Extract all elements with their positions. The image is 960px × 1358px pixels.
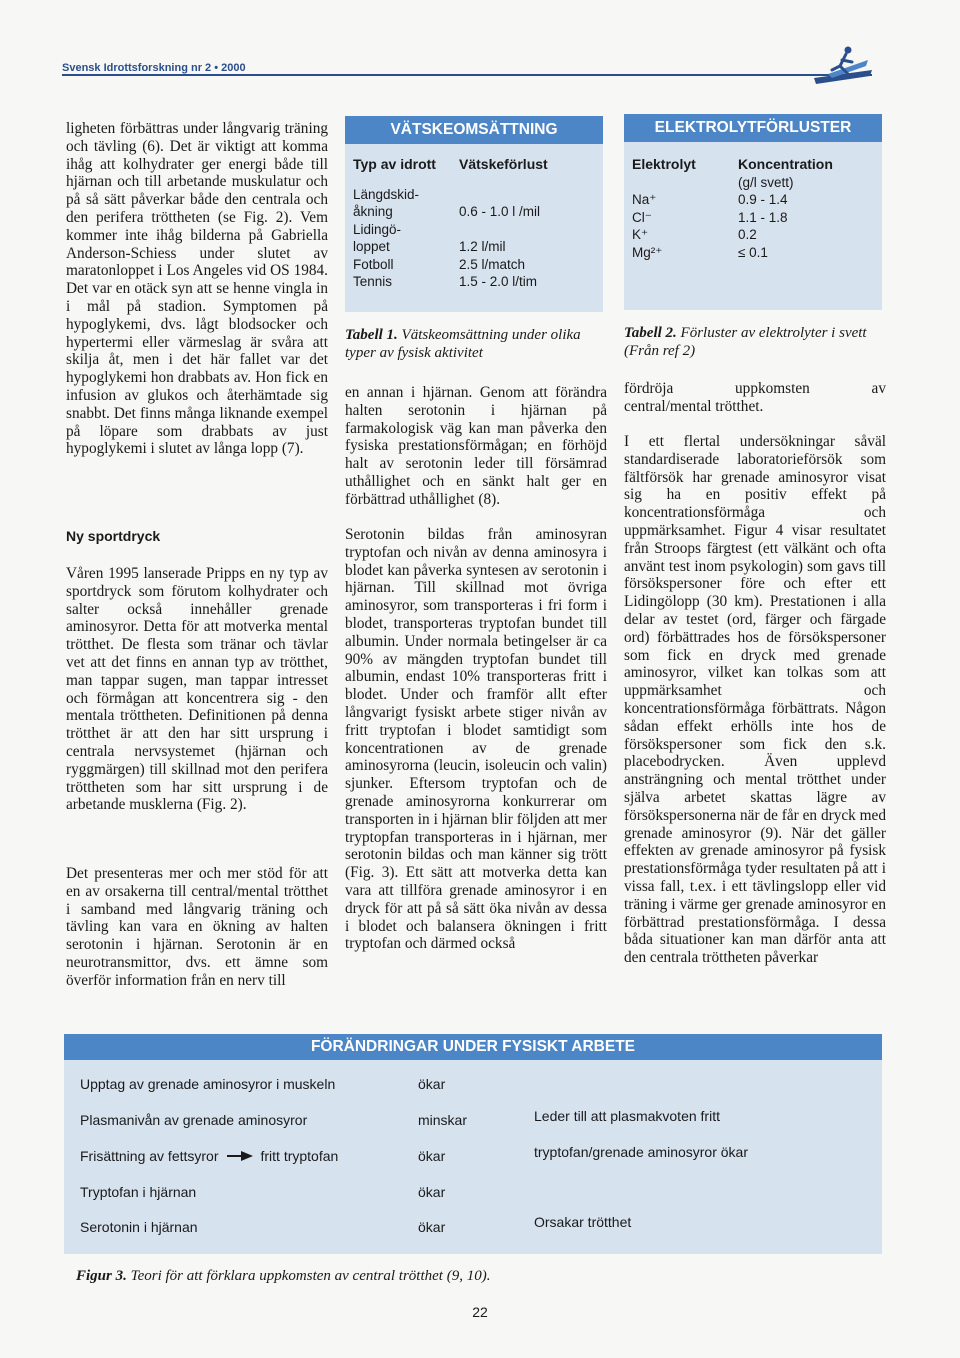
sport-cell: Tennis (353, 274, 393, 289)
figure3-item-part: fritt tryptofan (260, 1148, 339, 1164)
table2-col-header: Koncentration (738, 156, 833, 172)
runner-logo-icon (808, 40, 878, 90)
table-row (353, 273, 598, 291)
table-row (353, 238, 598, 256)
table-row (632, 244, 877, 262)
figure3-box (64, 1034, 882, 1254)
table-row (353, 256, 598, 274)
col1-paragraph-3: Det presenteras mer och mer stöd för att en av orsakerna till central/mental trötthet i samband med långvarig träning och tävling kan vara en ökning av halten serotonin i hjärnan. Serotonin är en neurotransmittor, dvs. ett ämne som överför information från en nerv till (66, 865, 328, 989)
figure3-caption-text: Teori för att förklara uppkomsten av central trötthet (9, 10). (126, 1268, 491, 1284)
arrow-right-icon (227, 1151, 253, 1161)
figure3-change: ökar (418, 1076, 446, 1092)
table2-header-row (632, 156, 877, 174)
table1-col-header: Vätskeförlust (459, 156, 548, 172)
figure3-item: Plasmanivån av grenade aminosyror (80, 1112, 308, 1128)
col3-paragraph-2: I ett flertal undersökningar såväl standardiserade laboratorieförsök som fältförsök har grenade aminosyror visat sig ha en positiv effekt på koncentrationsförmåga och uppmärksamhet. Figur 4 visar resultatet från Stroops färgtest (ett välkänt och ofta använt test inom psykologin) som gavs till försökspersoner före och efter ett Lidingölopp (30 km). Prestationen i alla delar av testet (ord, färger och färgade ord) förbättrades hos de försökspersoner som fick en dryck med grenade aminosyror, vilket kan tolkas som att uppmärksamhet och koncentrationsförmåga förbättrats. Någon sådan effekt erhölls inte hos de försökspersoner som fick den s.k. placebodrycken. Även upplevd ansträngning och mental trötthet under själva arbetet skattas lägre av försökspersonerna när de får en dryck med grenade aminosyror (9). När det gäller effekten av grenade aminosyror på fysisk prestationsförmåga tyder resultaten på att i vissa fall, t.ex. i ett tävlingslopp eller vid träning i värme ger grenade aminosyror en förbättrad prestationsförmåga. I dessa båda situationer kan man därför anta att den centrala tröttheten påverkar (624, 433, 886, 967)
table1-caption-text: Vätskeomsättning under olika typer av fysisk aktivitet (345, 327, 581, 361)
sport-cell: åkning (353, 204, 393, 219)
sport-cell: Lidingö- (353, 221, 402, 237)
figure3-item (80, 1148, 338, 1164)
figure3-title: FÖRÄNDRINGAR UNDER FYSISKT ARBETE (64, 1034, 882, 1060)
figure3-item-part: Frisättning av fettsyror (80, 1148, 219, 1164)
figure3-change: ökar (418, 1148, 446, 1164)
concentration-cell: 0.9 - 1.4 (738, 192, 788, 207)
col2-paragraph-1: en annan i hjärnan. Genom att förändra halten serotonin i hjärnan på farmakologisk väg kan man påverka den fysiska prestationsförmågan; en förhöjd halt av serotonin leder till försämrad uthållighet och en sänkt halt ger en förbättrad uthållighet (8). (345, 384, 607, 508)
col2-paragraph-2: Serotonin bildas från aminosyran tryptofan och nivån av denna aminosyra i blodet kan påverka syntesen av serotonin i hjärnan. Till skillnad mot övriga aminosyror, som transporteras i fri form i blodet, transporteras tryptofan bundet till albumin. Under normala betingelser är ca 90% av mängden tryptofan bundet till albumin, endast 10% transporteras fritt i blodet. Under och framför allt efter långvarigt fysiskt arbete stiger nivån av fritt tryptofan i blodet samtidigt som koncentrationen av de grenade aminosyrorna (leucin, isoleucin och valin) sjunker. Eftersom tryptofan och de grenade aminosyrorna konkurrerar om transporten in i hjärnan blir följden att mer tryptopfan transporteras in i hjärnan, mer serotonin bildas och man känner sig trött (Fig. 3). Ett sätt att motverka detta kan vara att tillföra grenade aminosyror i en dryck för att på så sätt öka nivån av dessa i blodet och balansera ökningen i fritt tryptofan och därmed också (345, 526, 607, 953)
figure3-effect: tryptofan/grenade aminosyror ökar (534, 1144, 748, 1160)
electrolyte-cell: Na⁺ (632, 192, 657, 207)
table-row (632, 191, 877, 209)
sport-cell: Fotboll (353, 256, 394, 272)
col3-word: uppkomsten (735, 380, 810, 397)
col3-paragraph-1 (624, 380, 886, 416)
figure3-change: minskar (418, 1112, 468, 1128)
figure3-effect: Leder till att plasmakvoten fritt (534, 1108, 720, 1124)
electrolyte-cell: Mg²⁺ (632, 244, 663, 260)
figure3-change: ökar (418, 1219, 446, 1235)
section-heading-ny-sportdryck: Ny sportdryck (66, 528, 161, 544)
electrolyte-cell: Cl⁻ (632, 209, 652, 225)
loss-cell: 2.5 l/match (459, 256, 526, 272)
header-rule (62, 74, 872, 76)
table2-caption-text: Förluster av elektrolyter i svett (Från ref 2) (624, 325, 867, 359)
table1-header-row (353, 156, 598, 174)
table2-col-header: Elektrolyt (632, 156, 696, 172)
table1-title: VÄTSKEOMSÄTTNING (345, 116, 603, 144)
col1-paragraph-2: Våren 1995 lanserade Pripps en ny typ av sportdryck som förutom kolhydrater och salter också innehåller grenade aminosyror. Detta för att motverka mental trötthet. De flesta som tränar och tävlar vet att det finns en annan typ av trötthet, man tappar sugen, man tappar intresset och förmågan att koncentrera sig - den mentala tröttheten. Definitionen på denna trötthet är att den har sitt ursprung i centrala nervsystemet (hjärnan och ryggmärgen) till skillnad mot den perifera tröttheten som har sitt ursprung i de arbetande musklerna (Fig. 2). (66, 565, 328, 814)
concentration-cell: ≤ 0.1 (738, 244, 768, 260)
figure3-item: Upptag av grenade aminosyror i muskeln (80, 1076, 336, 1092)
table2-caption (624, 324, 886, 360)
figure3-effect: Orsakar trötthet (534, 1214, 632, 1230)
concentration-cell: 1.1 - 1.8 (738, 209, 788, 225)
sport-cell: Längdskid- (353, 186, 420, 202)
table1-col-header: Typ av idrott (353, 156, 436, 172)
col3-line: central/mental trötthet. (624, 397, 764, 415)
table2-caption-label: Tabell 2. (624, 325, 677, 341)
col1-paragraph-1: ligheten förbättras under långvarig träning och tävling (6). Det är viktigt att komma ihåg att kolhydrater ger energi både till hjärnan och till arbetande muskulatur och på så sätt påverkar både den centrala och den perifera tröttheten (se Fig. 2). Vem kommer inte ihåg bilderna på Gabriella Anderson-Schiess under slutet av maratonloppet i Los Angeles vid OS 1984. Det var en otäck syn att se henne vingla in i mål på stadion. Symptomen på hypoglykemi, dvs. lågt blodsocker och hypertermi eller värmeslag är svåra att skilja åt, men i det här fallet var det hypoglykemi hon drabbats av. Hon fick en infusion av glukos och återhämtade sig snabbt. Det finns många liknande exempel på löpare som drabbats av just hypoglykemi i slutet av långa lopp (7). (66, 120, 328, 458)
loss-cell: 0.6 - 1.0 l /mil (459, 204, 541, 219)
concentration-cell: 0.2 (738, 227, 757, 242)
table-row (353, 221, 598, 239)
table1-caption (345, 326, 607, 362)
journal-header: Svensk Idrottsforskning nr 2 • 2000 (62, 62, 246, 74)
table-row (353, 203, 598, 221)
figure3-caption-label: Figur 3. (76, 1268, 127, 1284)
table1-caption-label: Tabell 1. (345, 327, 398, 343)
col3-word: av (871, 380, 886, 397)
table2-unit: (g/l svett) (738, 174, 794, 190)
figure3-caption (76, 1267, 776, 1285)
table-row (632, 226, 877, 244)
table-elektrolytforluster (624, 114, 882, 310)
figure3-change: ökar (418, 1184, 446, 1200)
page-number: 22 (472, 1304, 488, 1320)
loss-cell: 1.2 l/mil (459, 239, 506, 254)
sport-cell: loppet (353, 239, 390, 254)
loss-cell: 1.5 - 2.0 l/tim (459, 274, 538, 289)
table-row (632, 209, 877, 227)
table2-title: ELEKTROLYTFÖRLUSTER (624, 114, 882, 142)
table-row (353, 186, 598, 204)
electrolyte-cell: K⁺ (632, 227, 649, 242)
figure3-item: Serotonin i hjärnan (80, 1219, 198, 1235)
figure3-item: Tryptofan i hjärnan (80, 1184, 197, 1200)
table-vatskeomsattning (345, 116, 603, 312)
col3-word: fördröja (624, 380, 674, 397)
